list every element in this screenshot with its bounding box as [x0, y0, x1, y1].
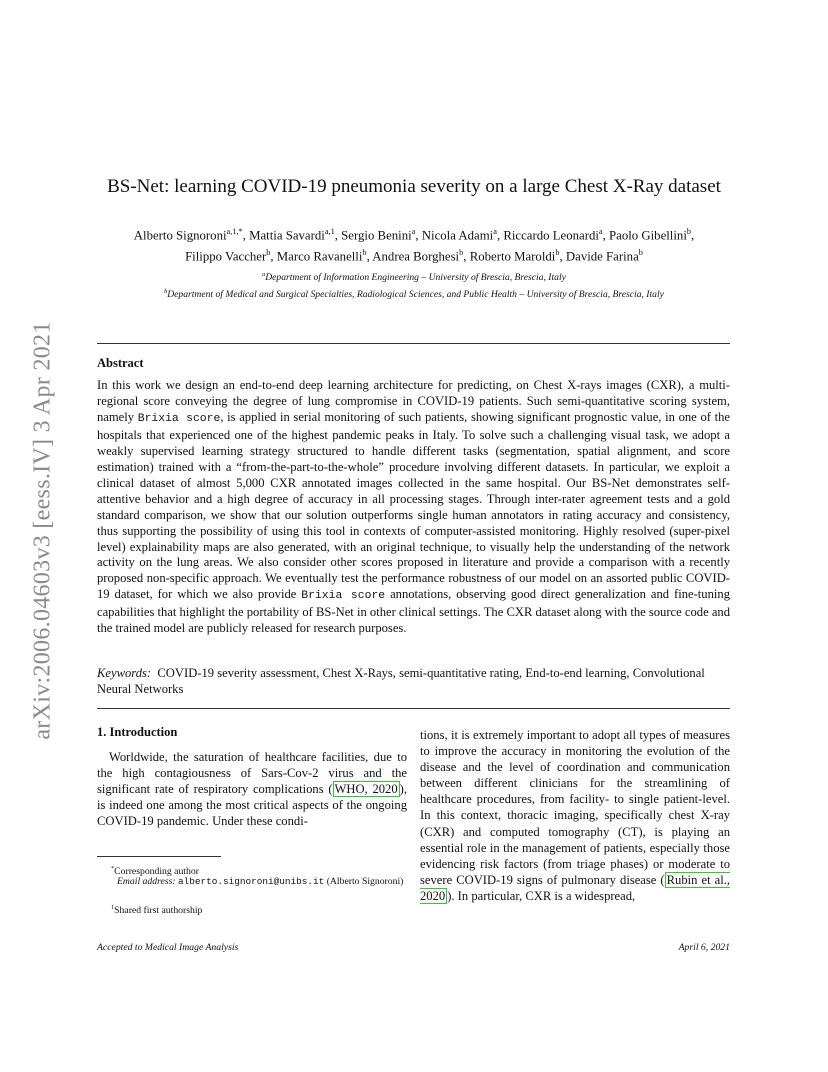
author-affil-mark: a [598, 227, 603, 236]
arxiv-sidebar-stamp [21, 290, 65, 770]
abstract-top-rule [97, 343, 730, 344]
author-name: Sergio Benini [341, 228, 412, 243]
citation-link-rubin[interactable]: Rubin et al., 2020 [420, 872, 731, 903]
affiliation-a: $^a$Department of Information Engineering – University of Brescia, Brescia, Italy [262, 271, 566, 284]
abstract-heading: Abstract [97, 356, 144, 370]
affiliations [60, 268, 768, 302]
author-name: Davide Farina [565, 249, 639, 264]
author-name: Andrea Borghesi [372, 249, 460, 264]
section-heading-introduction: 1. Introduction [97, 725, 178, 739]
intro-left-column: Worldwide, the saturation of healthcare facilities, due to the high contagiousness of Sars-Cov-2 virus and the significant rate of respiratory complications ( WHO, 2020 ), is indeed one among the most critical aspects of the ongoing COVID-19 pandemic. Under these condi- [97, 750, 407, 829]
author-affil-mark: b [459, 248, 464, 258]
brixia-score-code: Brixia score [301, 590, 386, 603]
author-name: Marco Ravanelli [276, 249, 363, 264]
email-address[interactable]: alberto.signoroni@unibs.it [178, 876, 325, 887]
author-name: Nicola Adami [421, 228, 494, 243]
arxiv-id: arXiv:2006.04603v3 [eess.IV] 3 Apr 2021 [29, 320, 56, 740]
author-affil-mark: a,1 [324, 227, 335, 236]
author-affil-mark: b [266, 248, 271, 258]
author-affil-mark: b [362, 248, 367, 258]
footnote-shared-first: $^1$Shared first authorship [111, 904, 203, 917]
author-affil-mark: b [638, 248, 643, 258]
footer-venue: Accepted to Medical Image Analysis [97, 942, 239, 953]
abstract-bottom-rule [97, 708, 730, 709]
abstract-text: In this work we design an end-to-end deep learning architecture for predicting, on Chest X-rays images (CXR), a multi-regional score conveying the degree of lung compromise in COVID-19 patients. Such semi-quantitative scoring system, namely Brixia score, is applied in serial monitoring of such patients, showing significant prognostic value, in one of the hospitals that experienced one of the highest pandemic peaks in Italy. To solve such a challenging visual task, we adopt a weakly supervised learning strategy structured to handle different tasks (segmentation, spatial alignment, and score estimation) trained with a “from-the-part-to-the-whole” procedure involving different datasets. In particular, we exploit a clinical dataset of almost 5,000 CXR annotated images collected in the same hospital. Our BS-Net demonstrates self-attentive behavior and a high degree of accuracy in all processing stages. Through inter-rater agreement tests and a gold standard comparison, we show that our solution outperforms single human annotators in rating accuracy and consistency, thus supporting the possibility of using this tool in contexts of computer-assisted monitoring. Highly resolved (super-pixel level) explainability maps are also generated, with an original technique, to visually help the understanding of the network activity on the lung areas. We also consider other scores proposed in literature and provide a comparison with a recently proposed non-specific approach. We eventually test the performance robustness of our model on an assorted public COVID-19 dataset, for which we also provide Brixia score annotations, observing good direct generalization and fine-tuning capabilities that highlight the portability of BS-Net in other clinical settings. The CXR dataset along with the source code and the trained model are publicly released for research purposes. [97, 378, 730, 636]
affiliation-b: $^b$Department of Medical and Surgical Specialties, Radiological Sciences, and Public Health – University of Brescia, Brescia, Italy [164, 288, 664, 301]
brixia-score-code: Brixia score [137, 412, 221, 425]
paper-title: BS-Net: learning COVID-19 pneumonia severity on a large Chest X-Ray dataset [107, 176, 721, 197]
author-list: Alberto Signoroni$^{a,1,*}$, Mattia Savardi$^{a,1}$, Sergio Benini$^a$, Nicola Adami$^a$, Riccardo Leonardi$^a$, Paolo Gibellini$^b$, Filippo Vaccher$^b$, Marco Ravanelli$^b$, Andrea Borghesi$^b$, Roberto Maroldi$^b$, Davide Farina$^b$ [133, 227, 695, 264]
footnote-rule [97, 856, 221, 857]
author-name: Paolo Gibellini [609, 228, 687, 243]
author-affil-mark: a [411, 227, 416, 236]
author-name: Alberto Signoroni [133, 228, 227, 243]
author-name: Mattia Savardi [249, 228, 325, 243]
keywords: Keywords: COVID-19 severity assessment, Chest X-Rays, semi-quantitative rating, End-to-end learning, Convolutional Neural Networks [97, 666, 705, 696]
author-affil-mark: a [493, 227, 497, 236]
footnote-corresponding: *Corresponding author [111, 865, 199, 878]
author-affil-mark: a,1,* [226, 227, 243, 236]
author-name: Riccardo Leonardi [503, 228, 599, 243]
citation-link-who[interactable]: WHO, 2020 [334, 782, 398, 797]
author-name: Roberto Maroldi [469, 249, 556, 264]
footnote-email: Email address: alberto.signoroni@unibs.it (Alberto Signoroni) [117, 876, 404, 887]
author-affil-mark: b [555, 248, 560, 258]
author-affil-mark: b [686, 227, 692, 236]
footer-date: April 6, 2021 [678, 942, 730, 953]
intro-right-column: tions, it is extremely important to adopt all types of measures to improve the accuracy in monitoring the evolution of the disease and the level of coordination and communication between different clinicians for the streamlining of healthcare procedures, from facility- to single patient-level. In this context, thoracic imaging, specifically chest X-ray (CXR) and computed tomography (CT), is playing an essential role in the management of patients, especially those evidencing risk factors (from triage phases) or moderate to severe COVID-19 signs of pulmonary disease ( Rubin et al., 2020 ). In particular, CXR is a widespread, [420, 728, 731, 903]
author-name: Filippo Vaccher [185, 249, 267, 264]
